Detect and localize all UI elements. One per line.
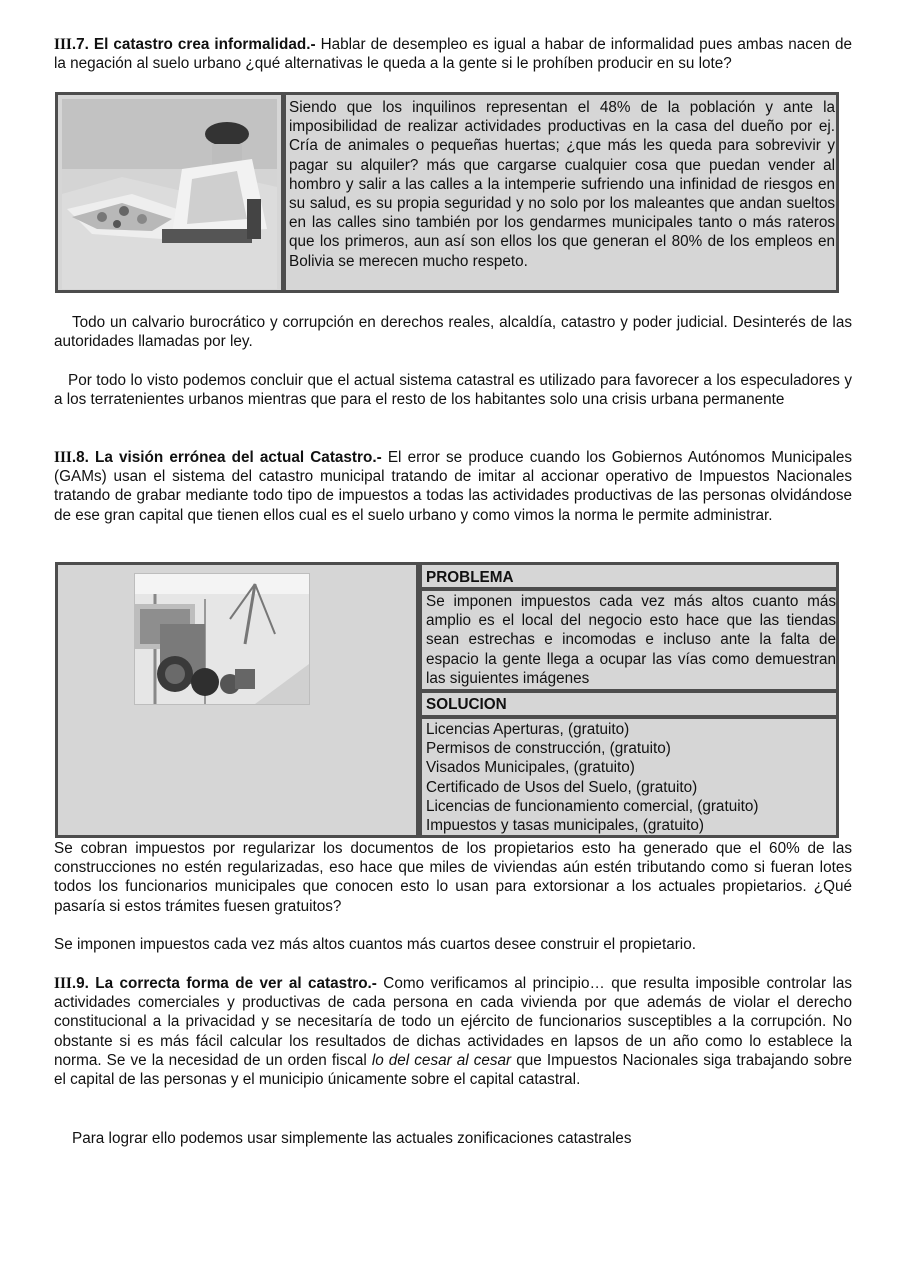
section-3-8-paragraph xyxy=(54,448,852,525)
paragraph-cobran: Se cobran impuestos por regularizar los documentos de los propietarios esto ha generado que el 60% de las construcciones no estén regularizadas, eso hace que miles de viviendas aún estén tributando como si fueran lotes todos los funcionarios municipales que conocen esto lo usan para extorsionar a los actuales propietarios. ¿Qué pasaría si estos trámites fuesen gratuitos? xyxy=(54,840,852,915)
row-divider xyxy=(422,715,836,719)
solucion-item: Permisos de construcción, (gratuito) xyxy=(426,740,671,758)
section-3-7-title: .7. El catastro crea informalidad.- xyxy=(71,36,316,53)
section-3-7-body: Hablar de desempleo es igual a habar de informalidad pues ambas nacen de la negación al suelo urbano ¿qué alternativas le queda a la gente si le prohíben producir en su lote? xyxy=(54,36,852,73)
section-3-9-body-end: que Impuestos Nacionales siga trabajando sobre el capital de las personas y el municipio únicamente sobre el capital catastral. xyxy=(54,1051,852,1089)
row-divider xyxy=(422,689,836,693)
section-3-9-body: Como verificamos al principio… que resulta imposible controlar las actividades comerciales y productivas de cada persona en cada vivienda por que además de violar el derecho constitucional a la privacidad y se necesitaría de todo un ejército de funcionarios susceptibles a la corrupción. No obstante si es más fácil calcular los resultados de dichas actividades en lapsos de un año como lo establece la norma. Se ve la necesidad de un orden fiscal xyxy=(54,975,853,1069)
section-number: III xyxy=(54,36,72,53)
solucion-item: Certificado de Usos del Suelo, (gratuito) xyxy=(426,778,698,796)
solucion-item: Impuestos y tasas municipales, (gratuito) xyxy=(426,817,705,835)
solucion-item: Visados Municipales, (gratuito) xyxy=(426,759,635,777)
paragraph-lograr: Para lograr ello podemos usar simplemente las actuales zonificaciones catastrales xyxy=(72,1130,632,1147)
paragraph-imponen: Se imponen impuestos cada vez más altos cuantos más cuartos desee construir el propietario. xyxy=(54,936,696,953)
section-3-9-italic: lo del cesar al cesar xyxy=(371,1051,512,1069)
section-3-8-title: .8. La visión errónea del actual Catastro.- xyxy=(71,449,382,466)
row-divider xyxy=(422,587,836,591)
street-vendor-table xyxy=(55,92,839,293)
problema-text: Se imponen impuestos cada vez más altos cuanto más amplio es el local del negocio esto hace que las tiendas sean estrechas e incomodas e incluso ante la falta de espacio la gente llega a ocupar las vías como demuestran las siguientes imágenes xyxy=(426,593,836,687)
column-divider xyxy=(416,565,422,835)
section-3-9-title: .9. La correcta forma de ver al catastro.- xyxy=(71,975,377,992)
solucion-item: Licencias Aperturas, (gratuito) xyxy=(426,721,630,738)
tenant-description: Siendo que los inquilinos representan el 48% de la población y ante la imposibilidad de realizar actividades productivas en la casa del dueño por ej. Cría de animales o pequeñas huertas; ¿que más les queda para sobrevivir y pagar su alquiler? más que cargarse cualquier cosa que puedan vender al hombro y salir a las calles a la intemperie sufriendo una infinidad de riesgos en su salud, es su propia seguridad y no solo por los maleantes que andan sueltos en las calles sino también por los gendarmes municipales tanto o más rateros que los primeros, aun así son ellos los que generan el 80% de los empleos en Bolivia se merecen mucho respeto. xyxy=(289,99,835,270)
narrow-shop-photo xyxy=(134,573,310,705)
section-3-8-body: El error se produce cuando los Gobiernos Autónomos Municipales (GAMs) usan el sistema del catastro municipal tratando de imitar al accionar operativo de Impuestos Nacionales tratando de grabar mediante todo tipo de impuestos a todas las actividades productivas de las personas olvidándose de ese gran capital que tienen ellos cual es el suelo urbano y como vimos la norma le permite administrar. xyxy=(54,449,852,524)
paragraph-conclusion: Por todo lo visto podemos concluir que el actual sistema catastral es utilizado para favorecer a los especuladores y a los terratenientes urbanos mientras que para el resto de los habitantes solo una crisis urbana permanente xyxy=(54,372,852,409)
column-divider xyxy=(281,95,286,290)
section-number: III xyxy=(54,449,72,466)
section-3-7-paragraph xyxy=(54,35,852,73)
solucion-header: SOLUCION xyxy=(426,696,507,713)
section-number: III xyxy=(54,975,72,992)
problema-header: PROBLEMA xyxy=(426,569,514,586)
solucion-list xyxy=(426,720,836,835)
paragraph-calvario: Todo un calvario burocrático y corrupción en derechos reales, alcaldía, catastro y poder judicial. Desinterés de las autoridades llamadas por ley. xyxy=(54,314,852,351)
street-vendor-photo xyxy=(62,99,277,289)
solucion-item: Licencias de funcionamiento comercial, (gratuito) xyxy=(426,797,759,815)
section-3-9-paragraph xyxy=(54,974,852,1089)
problem-solution-table xyxy=(55,562,839,838)
